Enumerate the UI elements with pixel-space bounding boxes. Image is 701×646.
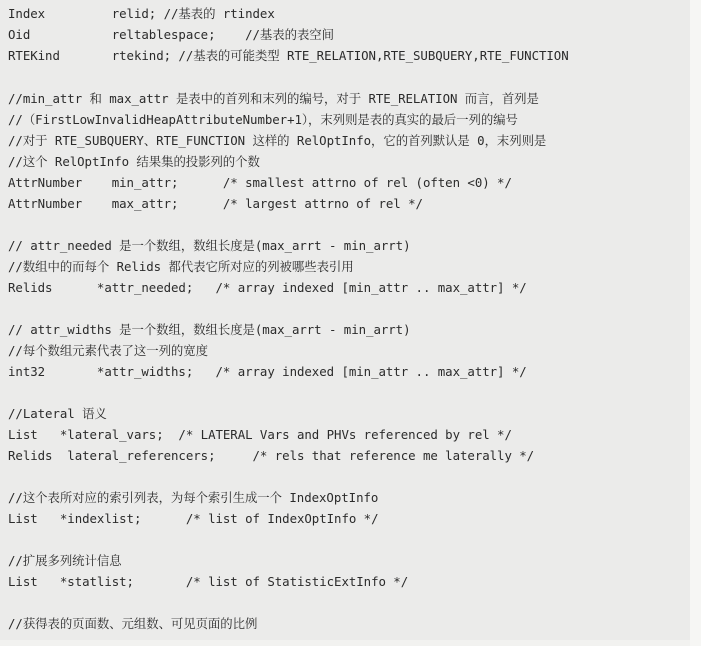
code-line-9: AttrNumber min_attr; /* smallest attrno of rel (often <0) */ [8,175,512,190]
code-line-10: AttrNumber max_attr; /* largest attrno of rel */ [8,196,423,211]
code-line-12: // attr_needed 是一个数组，数组长度是(max_arrt - min_arrt) [8,238,411,253]
code-line-14: Relids *attr_needed; /* array indexed [min_attr .. max_attr] */ [8,280,527,295]
code-line-25: List *indexlist; /* list of IndexOptInfo */ [8,511,379,526]
code-line-2: Oid reltablespace; //基表的表空间 [8,27,334,42]
code-line-24: //这个表所对应的索引列表，为每个索引生成一个 IndexOptInfo [8,490,379,505]
code-line-16: // attr_widths 是一个数组，数组长度是(max_arrt - min_arrt) [8,322,411,337]
code-line-21: List *lateral_vars; /* LATERAL Vars and PHVs referenced by rel */ [8,427,512,442]
code-line-28: List *statlist; /* list of StatisticExtInfo */ [8,574,409,589]
code-line-18: int32 *attr_widths; /* array indexed [min_attr .. max_attr] */ [8,364,527,379]
code-line-7: //对于 RTE_SUBQUERY、RTE_FUNCTION 这样的 RelOptInfo，它的首列默认是 0，末列则是 [8,133,547,148]
code-line-22: Relids lateral_referencers; /* rels that reference me laterally */ [8,448,535,463]
code-line-6: //（FirstLowInvalidHeapAttributeNumber+1），末列则是表的真实的最后一列的编号 [8,112,518,127]
code-line-30: //获得表的页面数、元组数、可见页面的比例 [8,616,258,631]
code-line-8: //这个 RelOptInfo 结果集的投影列的个数 [8,154,260,169]
code-line-17: //每个数组元素代表了这一列的宽度 [8,343,208,358]
code-line-20: //Lateral 语义 [8,406,107,421]
code-line-13: //数组中的而每个 Relids 都代表它所对应的列被哪些表引用 [8,259,354,274]
code-line-1: Index relid; //基表的 rtindex [8,6,275,21]
code-line-27: //扩展多列统计信息 [8,553,122,568]
code-line-3: RTEKind rtekind; //基表的可能类型 RTE_RELATION,RTE_SUBQUERY,RTE_FUNCTION [8,48,569,63]
code-line-5: //min_attr 和 max_attr 是表中的首列和末列的编号，对于 RTE_RELATION 而言，首列是 [8,91,539,106]
page-edge [690,0,701,646]
